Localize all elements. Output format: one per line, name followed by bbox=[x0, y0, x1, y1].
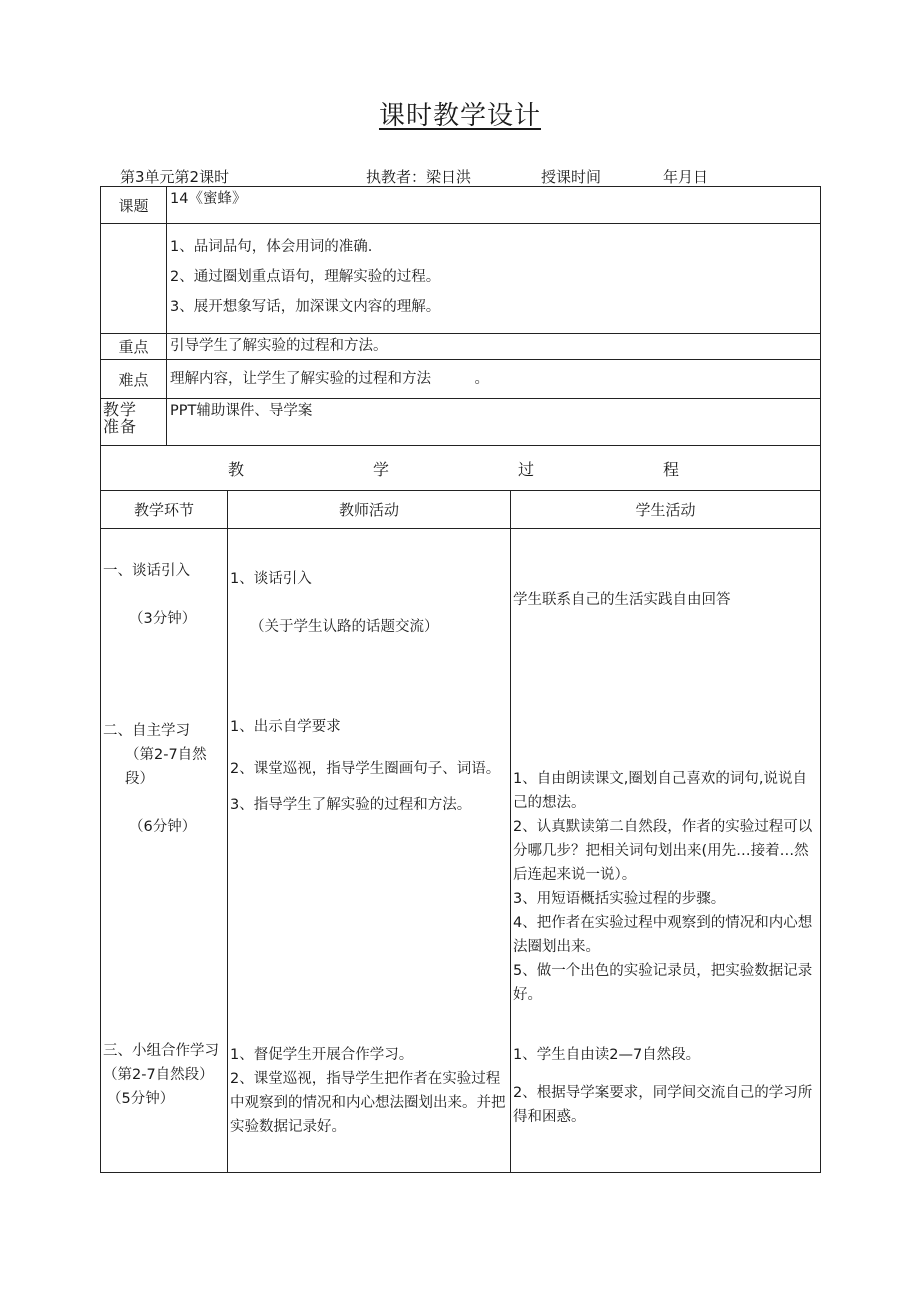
class-date: 年月日 bbox=[663, 168, 709, 186]
goal-item: 2、通过圈划重点语句，理解实验的过程。 bbox=[170, 269, 441, 285]
process-section-title: 教 学 过 程 bbox=[101, 446, 821, 491]
stage-3: 三、小组合作学习（第2-7自然段） （5分钟） bbox=[103, 1043, 219, 1108]
goals-list bbox=[167, 224, 821, 334]
goal-item: 3、展开想象写话，加深课文内容的理解。 bbox=[170, 299, 441, 315]
difficulty-label: 难点 bbox=[101, 360, 167, 399]
teacher-activity-1: 1、谈话引入 （关于学生认路的话题交流） bbox=[230, 571, 439, 636]
stage-1: 一、谈话引入 （3分钟） bbox=[103, 563, 197, 628]
lesson-plan-table bbox=[100, 186, 820, 1173]
topic-value: 14《蜜蜂》 bbox=[167, 187, 821, 224]
topic-label: 课题 bbox=[101, 187, 167, 224]
class-time-label: 授课时间 bbox=[541, 168, 602, 186]
prep-value: PPT辅助课件、导学案 bbox=[167, 399, 821, 446]
document-title: 课时教学设计 bbox=[378, 101, 541, 131]
column-header-teacher: 教师活动 bbox=[228, 491, 511, 529]
stage-column bbox=[101, 529, 228, 1173]
prep-label: 教学准备 bbox=[101, 399, 167, 446]
column-header-stage: 教学环节 bbox=[101, 491, 228, 529]
key-point-label: 重点 bbox=[101, 334, 167, 360]
teacher-activity-2: 1、出示自学要求 2、课堂巡视，指导学生圈画句子、词语。 3、指导学生了解实验的过程和方法。 bbox=[230, 719, 501, 814]
student-activity-3: 1、学生自由读2—7自然段。 2、根据导学案要求，同学间交流自己的学习所得和困惑。 bbox=[513, 1047, 813, 1126]
unit-lesson: 第3单元第2课时 bbox=[120, 168, 230, 186]
goal-item: 1、品词品句，体会用词的准确. bbox=[170, 239, 373, 255]
teacher-activity-3: 1、督促学生开展合作学习。 2、课堂巡视，指导学生把作者在实验过程中观察到的情况和内心想法圈划出来。并把实验数据记录好。 bbox=[230, 1047, 506, 1136]
stage-2: 二、自主学习 （第2-7自然段） （6分钟） bbox=[103, 723, 207, 836]
column-header-student: 学生活动 bbox=[511, 491, 821, 529]
student-activity-2: 1、自由朗读课文,圈划自己喜欢的词句,说说自己的想法。 2、认真默读第二自然段，作者的实验过程可以分哪几步？把相关词句划出来(用先…接着…然后连起来说一说）。 3、用短语概括实验过程的步骤。 4、把作者在实验过程中观察到的情况和内心想法圈划出来。 5、做一个出色的实验记录员，把实验数据记录好。 bbox=[513, 771, 813, 1004]
teacher-column bbox=[228, 529, 511, 1173]
teacher-name: 执教者：梁日洪 bbox=[366, 168, 472, 186]
student-activity-1: 学生联系自己的生活实践自由回答 bbox=[513, 592, 731, 609]
student-column bbox=[511, 529, 821, 1173]
key-point-value: 引导学生了解实验的过程和方法。 bbox=[167, 334, 821, 360]
goals-label-cell bbox=[101, 224, 167, 334]
difficulty-value: 理解内容，让学生了解实验的过程和方法 。 bbox=[167, 360, 821, 399]
